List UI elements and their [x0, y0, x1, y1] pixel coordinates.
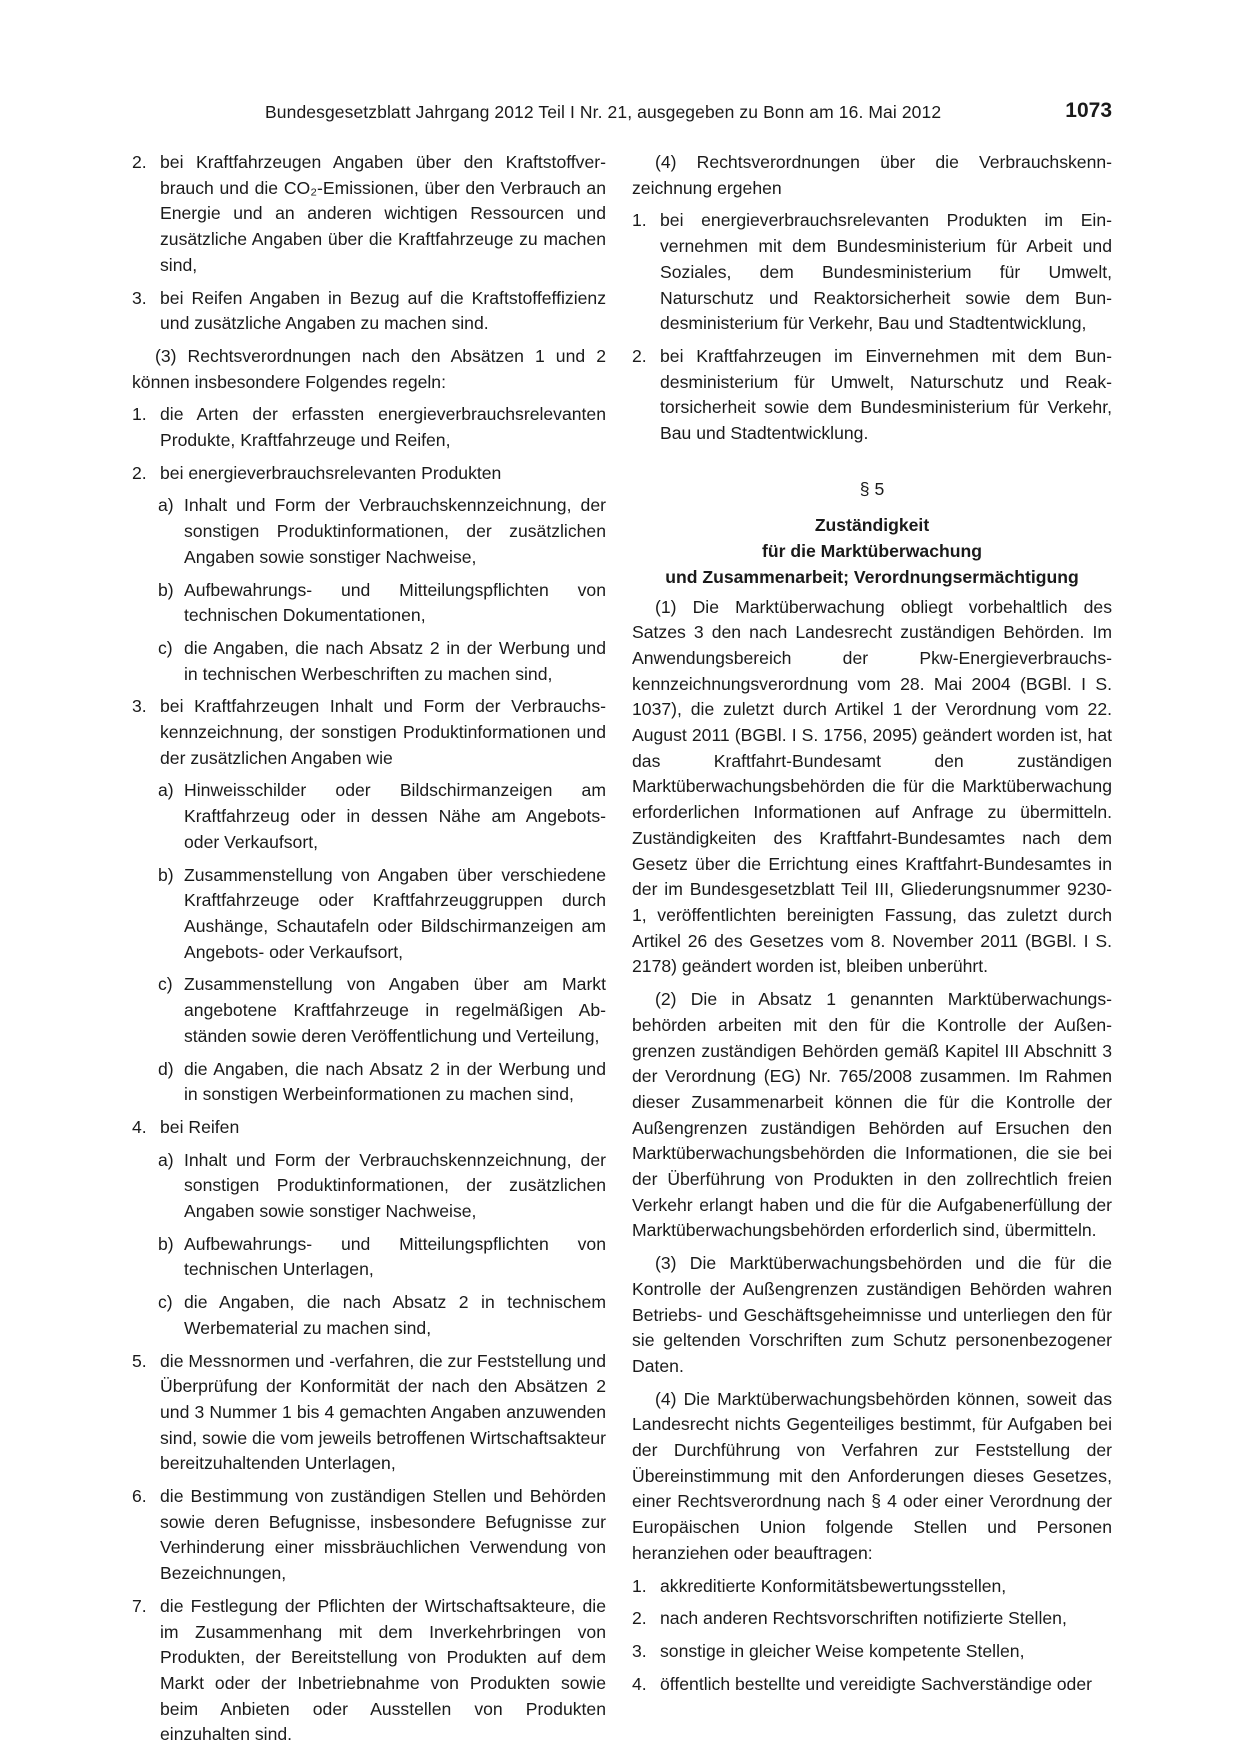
sub-item	[132, 636, 606, 687]
item-number: 3.	[632, 1640, 647, 1661]
sub-item-letter: b)	[158, 1233, 174, 1254]
section-title-line: Zuständigkeit	[814, 515, 930, 536]
list-item	[632, 1606, 1112, 1632]
section-title-line: für die Marktüberwachung	[762, 541, 982, 562]
item-text: bei energieverbrauchsrelevanten Produkten im Einvernehmen mit dem Bundesministerium für Arbeit und Soziales, dem Bundesministerium für Umwelt, Naturschutz und Reaktorsicherheit sowie dem Bundesministerium für Verkehr, Bau und Stadtentwicklung,	[660, 210, 1112, 334]
running-title: Bundesgesetzblatt Jahrgang 2012 Teil I Nr. 21, ausgegeben zu Bonn am 16. Mai 2012	[265, 102, 942, 122]
section-paragraph-1: (1) Die Marktüberwachung obliegt vorbehaltlich des Satzes 3 den nach Landesrecht zuständigen Behörden. Im Anwendungsbereich der Pkw-Energieverbrauchskennzeichnungsverordnung vom 28. Mai 2004 (BGBl. I S. 1037), die zuletzt durch Artikel 1 der Verordnung vom 22. August 2011 (BGBl. I S. 1756, 2095) geändert worden ist, hat das Kraftfahrt-Bundesamt den zuständigen Marktüberwachungsbehörden die für die Marktüberwachung erforderlichen Informationen auf Anfrage zu übermitteln. Zuständigkeiten des Kraftfahrt-Bundesamtes nach dem Gesetz über die Errichtung eines Kraftfahrt-Bundesamtes in der im Bundesgesetzblatt Teil III, Gliederungsnummer 9230-1, veröffentlichten bereinigten Fassung, das zuletzt durch Artikel 26 des Gesetzes vom 8. November 2011 (BGBl. I S. 2178) geändert worden ist, bleiben unberührt.	[632, 596, 1112, 977]
list-item	[132, 694, 606, 771]
item-number: 2.	[632, 1608, 647, 1629]
sub-item	[132, 1148, 606, 1225]
page-number: 1073	[1065, 99, 1112, 122]
item-number: 3.	[132, 287, 147, 308]
item-number: 1.	[132, 404, 147, 425]
sub-item-text: Inhalt und Form der Verbrauchskennzeichnung, der sonstigen Produktinformationen, der zusätzlichen Angaben sowie sonstiger Nachweise,	[184, 495, 606, 567]
item-text: öffentlich bestellte und vereidigte Sachverständige oder	[660, 1673, 1092, 1694]
list-item	[132, 1115, 606, 1141]
right-column	[632, 150, 1112, 1704]
item-number: 5.	[132, 1350, 147, 1371]
item-number: 2.	[632, 345, 647, 366]
sub-item-text: die Angaben, die nach Absatz 2 in der Werbung und in technischen Werbeschriften zu machen sind,	[184, 637, 606, 684]
list-item	[132, 402, 606, 453]
page-header	[132, 100, 1112, 130]
item-number: 7.	[132, 1595, 147, 1616]
list-item	[632, 208, 1112, 337]
sub-item-letter: a)	[158, 495, 174, 516]
sub-item	[132, 1232, 606, 1283]
sub-item	[132, 1290, 606, 1341]
item-text: bei Reifen Angaben in Bezug auf die Kraftstoffeffizienz und zusätzliche Angaben zu machen sind.	[160, 287, 606, 334]
section-title	[632, 513, 1112, 590]
item-text: bei Kraftfahrzeugen im Einvernehmen mit dem Bundesministerium für Umwelt, Naturschutz und Reaktorsicherheit sowie dem Bundesministerium für Verkehr, Bau und Stadtentwicklung.	[660, 345, 1112, 444]
list-item	[132, 461, 606, 487]
sub-item	[132, 778, 606, 855]
sub-item-text: Aufbewahrungs- und Mitteilungspflichten von technischen Unterlagen,	[184, 1233, 606, 1280]
section-paragraph-4: (4) Die Marktüberwachungsbehörden können, soweit das Landesrecht nichts Gegenteiliges bestimmt, für Aufgaben bei der Durchführung von Verfahren zur Feststellung der Übereinstimmung mit den Anforderungen dieses Gesetzes, einer Rechtsverordnung nach § 4 oder einer Verordnung der Europäischen Union folgende Stellen und Personen heranziehen oder beauftragen:	[632, 1388, 1112, 1563]
item-number: 6.	[132, 1486, 147, 1507]
item-text: nach anderen Rechtsvorschriften notifizierte Stellen,	[660, 1608, 1067, 1629]
section-paragraph-2: (2) Die in Absatz 1 genannten Marktüberwachungsbehörden arbeiten mit den für die Kontrolle der Außengrenzen zuständigen Behörden gemäß Kapitel III Abschnitt 3 der Verordnung (EG) Nr. 765/2008 zusammen. Im Rahmen dieser Zusammenarbeit können die für die Kontrolle der Außengrenzen zuständigen Behörden auf Ersuchen den Marktüberwachungsbehörden die Informationen, die sie bei der Überführung von Produkten in den zollrechtlich freien Verkehr erlangt haben und die für die Aufgabenerfüllung der Marktüberwachungsbehörden erforderlich sind, übermitteln.	[632, 989, 1112, 1241]
sub-item-letter: c)	[158, 974, 173, 995]
sub-item-letter: c)	[158, 637, 173, 658]
item-number: 4.	[632, 1673, 647, 1694]
item-number: 1.	[632, 210, 647, 231]
sub-item-text: die Angaben, die nach Absatz 2 in technischem Werbematerial zu machen sind,	[184, 1292, 606, 1338]
list-item	[132, 1349, 606, 1478]
paragraph-4: (4) Rechtsverordnungen über die Verbrauchskennzeichnung ergehen	[632, 152, 1112, 198]
item-text: akkreditierte Konformitätsbewertungsstellen,	[660, 1575, 1007, 1596]
list-item	[632, 1672, 1112, 1698]
item-number: 2.	[132, 152, 147, 172]
sub-item-letter: d)	[158, 1058, 174, 1079]
section-paragraph-3: (3) Die Marktüberwachungsbehörden und die für die Kontrolle der Außengrenzen zuständigen Behörden wahren Betriebs- und Geschäftsgeheimnisse und unterliegen den für sie geltenden Vorschriften zum Schutz personenbezogener Daten.	[632, 1253, 1112, 1376]
list-item	[632, 344, 1112, 447]
list-item	[632, 1639, 1112, 1665]
list-item	[132, 150, 606, 279]
paragraph-3: (3) Rechtsverordnungen nach den Absätzen 1 und 2 können insbesondere Folgendes regeln:	[132, 345, 606, 392]
item-text: sonstige in gleicher Weise kompetente Stellen,	[660, 1640, 1025, 1661]
sub-item	[132, 493, 606, 570]
sub-item-letter: b)	[158, 579, 174, 600]
sub-item-text: die Angaben, die nach Absatz 2 in der Werbung und in sonstigen Werbeinformationen zu machen sind,	[184, 1058, 606, 1105]
item-text: die Bestimmung von zuständigen Stellen und Behörden sowie deren Befugnisse, insbesondere Befugnisse zur Verhinderung einer missbräuchlichen Verwendung von Bezeichnungen,	[160, 1486, 606, 1584]
list-item	[132, 1594, 606, 1748]
item-number: 2.	[132, 462, 147, 483]
sub-item-letter: b)	[158, 864, 174, 885]
item-number: 1.	[632, 1575, 647, 1596]
item-text: bei energieverbrauchsrelevanten Produkten	[160, 462, 502, 483]
item-text: die Festlegung der Pflichten der Wirtschaftsakteure, die im Zusammenhang mit dem Inverkehrbringen von Produkten, der Bereitstellung von Produkten auf dem Markt oder der Inbetriebnahme von Produkten sowie beim Anbieten oder Ausstellen von Produkten einzuhalten sind.	[160, 1595, 606, 1745]
item-text: bei Kraftfahrzeugen Angaben über den Kraftstoffverbrauch und die CO₂-Emissionen, über den Verbrauch an Energie und an anderen wichtigen Ressourcen und zusätzliche Angaben über die Kraftfahrzeuge zu machen sind,	[160, 152, 606, 275]
left-column	[132, 150, 606, 1755]
item-number: 3.	[132, 696, 147, 717]
item-number: 4.	[132, 1116, 147, 1137]
sub-item	[132, 863, 606, 966]
sub-item-text: Zusammenstellung von Angaben über verschiedene Kraftfahrzeuge oder Kraftfahrzeuggruppen durch Aushänge, Schautafeln oder Bildschirmanzeigen am Angebots- oder Verkaufsort,	[184, 864, 606, 962]
sub-item-text: Aufbewahrungs- und Mitteilungspflichten von technischen Dokumentationen,	[184, 579, 606, 626]
sub-item	[132, 1057, 606, 1108]
sub-item-text: Zusammenstellung von Angaben über am Markt angebotene Kraftfahrzeuge in regelmäßigen Abständen sowie deren Veröffentlichung und Verteilung,	[184, 974, 606, 1046]
sub-item-text: Inhalt und Form der Verbrauchskennzeichnung, der sonstigen Produktinformationen, der zusätzlichen Angaben sowie sonstiger Nachweise,	[184, 1149, 606, 1222]
section-title-line: und Zusammenarbeit; Verordnungsermächtigung	[665, 566, 1079, 587]
sub-item-letter: c)	[158, 1292, 173, 1313]
list-item	[132, 1484, 606, 1587]
sub-item-text: Hinweisschilder oder Bildschirmanzeigen am Kraftfahrzeug oder in dessen Nähe am Angebots- oder Verkaufsort,	[184, 780, 606, 852]
list-item	[632, 1574, 1112, 1600]
section-sign: § 5	[859, 478, 885, 499]
sub-item	[132, 578, 606, 629]
item-text: die Arten der erfassten energieverbrauchsrelevanten Produkte, Kraftfahrzeuge und Reifen,	[160, 404, 606, 451]
list-item	[132, 286, 606, 337]
item-text: bei Reifen	[160, 1116, 240, 1137]
item-text: die Messnormen und -verfahren, die zur Feststellung und Überprüfung der Konformität der nach den Absätzen 2 und 3 Nummer 1 bis 4 gemachten Angaben anzuwenden sind, sowie die vom jeweils betroffenen Wirtschaftsakteur bereitzuhaltenden Unterlagen,	[160, 1350, 606, 1474]
sub-item	[132, 972, 606, 1049]
sub-item-letter: a)	[158, 1149, 174, 1170]
item-text: bei Kraftfahrzeugen Inhalt und Form der Verbrauchskennzeichnung, der sonstigen Produktinformationen und der zusätzlichen Angaben wie	[160, 696, 606, 768]
sub-item-letter: a)	[158, 780, 174, 801]
